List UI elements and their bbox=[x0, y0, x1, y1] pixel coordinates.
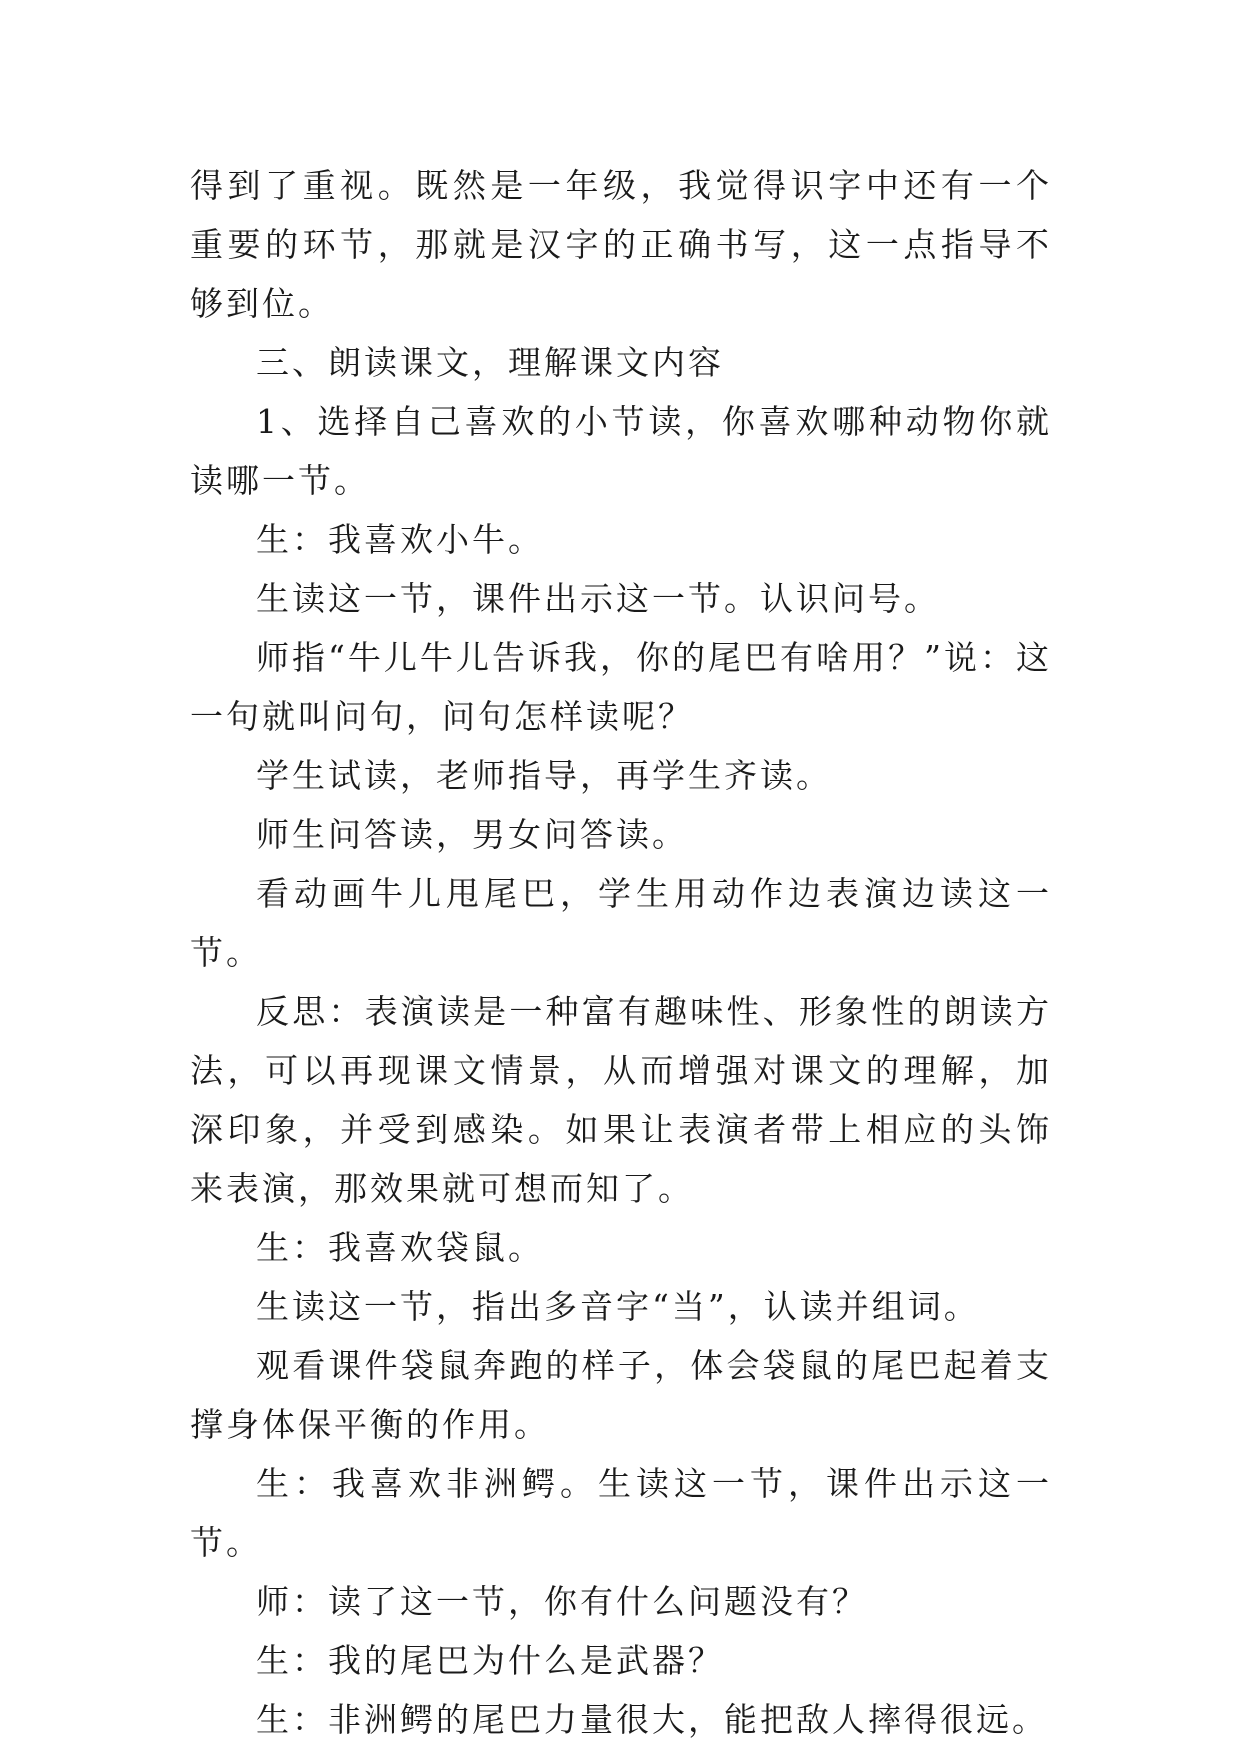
paragraph-animation: 看动画牛儿甩尾巴，学生用动作边表演边读这一节。 bbox=[190, 874, 1052, 972]
section-heading-3: 三、朗读课文，理解课文内容 bbox=[256, 343, 724, 382]
paragraph-teacher-question: 师指“牛儿牛儿告诉我，你的尾巴有啥用？”说：这一句就叫问句，问句怎样读呢？ bbox=[190, 638, 1052, 736]
paragraph-continuation: 得到了重视。既然是一年级，我觉得识字中还有一个重要的环节，那就是汉字的正确书写，这一点指导不够到位。 bbox=[190, 166, 1052, 323]
paragraph-student-crocodile: 生：我喜欢非洲鳄。生读这一节，课件出示这一节。 bbox=[190, 1464, 1052, 1562]
paragraph-student-try: 学生试读，老师指导，再学生齐读。 bbox=[256, 756, 832, 795]
paragraph-teacher-ask: 师：读了这一节，你有什么问题没有？ bbox=[256, 1582, 868, 1621]
paragraph-student-kangaroo: 生：我喜欢袋鼠。 bbox=[256, 1228, 544, 1267]
document-body bbox=[190, 156, 1052, 1749]
paragraph-student-calf: 生：我喜欢小牛。 bbox=[256, 520, 544, 559]
paragraph-kangaroo-video: 观看课件袋鼠奔跑的样子，体会袋鼠的尾巴起着支撑身体保平衡的作用。 bbox=[190, 1346, 1052, 1444]
paragraph-reflection: 反思：表演读是一种富有趣味性、形象性的朗读方法，可以再现课文情景，从而增强对课文的理解，加深印象，并受到感染。如果让表演者带上相应的头饰来表演，那效果就可想而知了。 bbox=[190, 992, 1052, 1208]
paragraph-read-section: 生读这一节，课件出示这一节。认识问号。 bbox=[256, 579, 940, 618]
paragraph-polyphone: 生读这一节，指出多音字“当”，认读并组词。 bbox=[256, 1287, 980, 1326]
paragraph-student-answer: 生：非洲鳄的尾巴力量很大，能把敌人摔得很远。 bbox=[256, 1700, 1048, 1739]
paragraph-qa-reading: 师生问答读，男女问答读。 bbox=[256, 815, 688, 854]
paragraph-student-why: 生：我的尾巴为什么是武器？ bbox=[256, 1641, 724, 1680]
paragraph-step-1: 1、选择自己喜欢的小节读，你喜欢哪种动物你就读哪一节。 bbox=[190, 402, 1052, 500]
